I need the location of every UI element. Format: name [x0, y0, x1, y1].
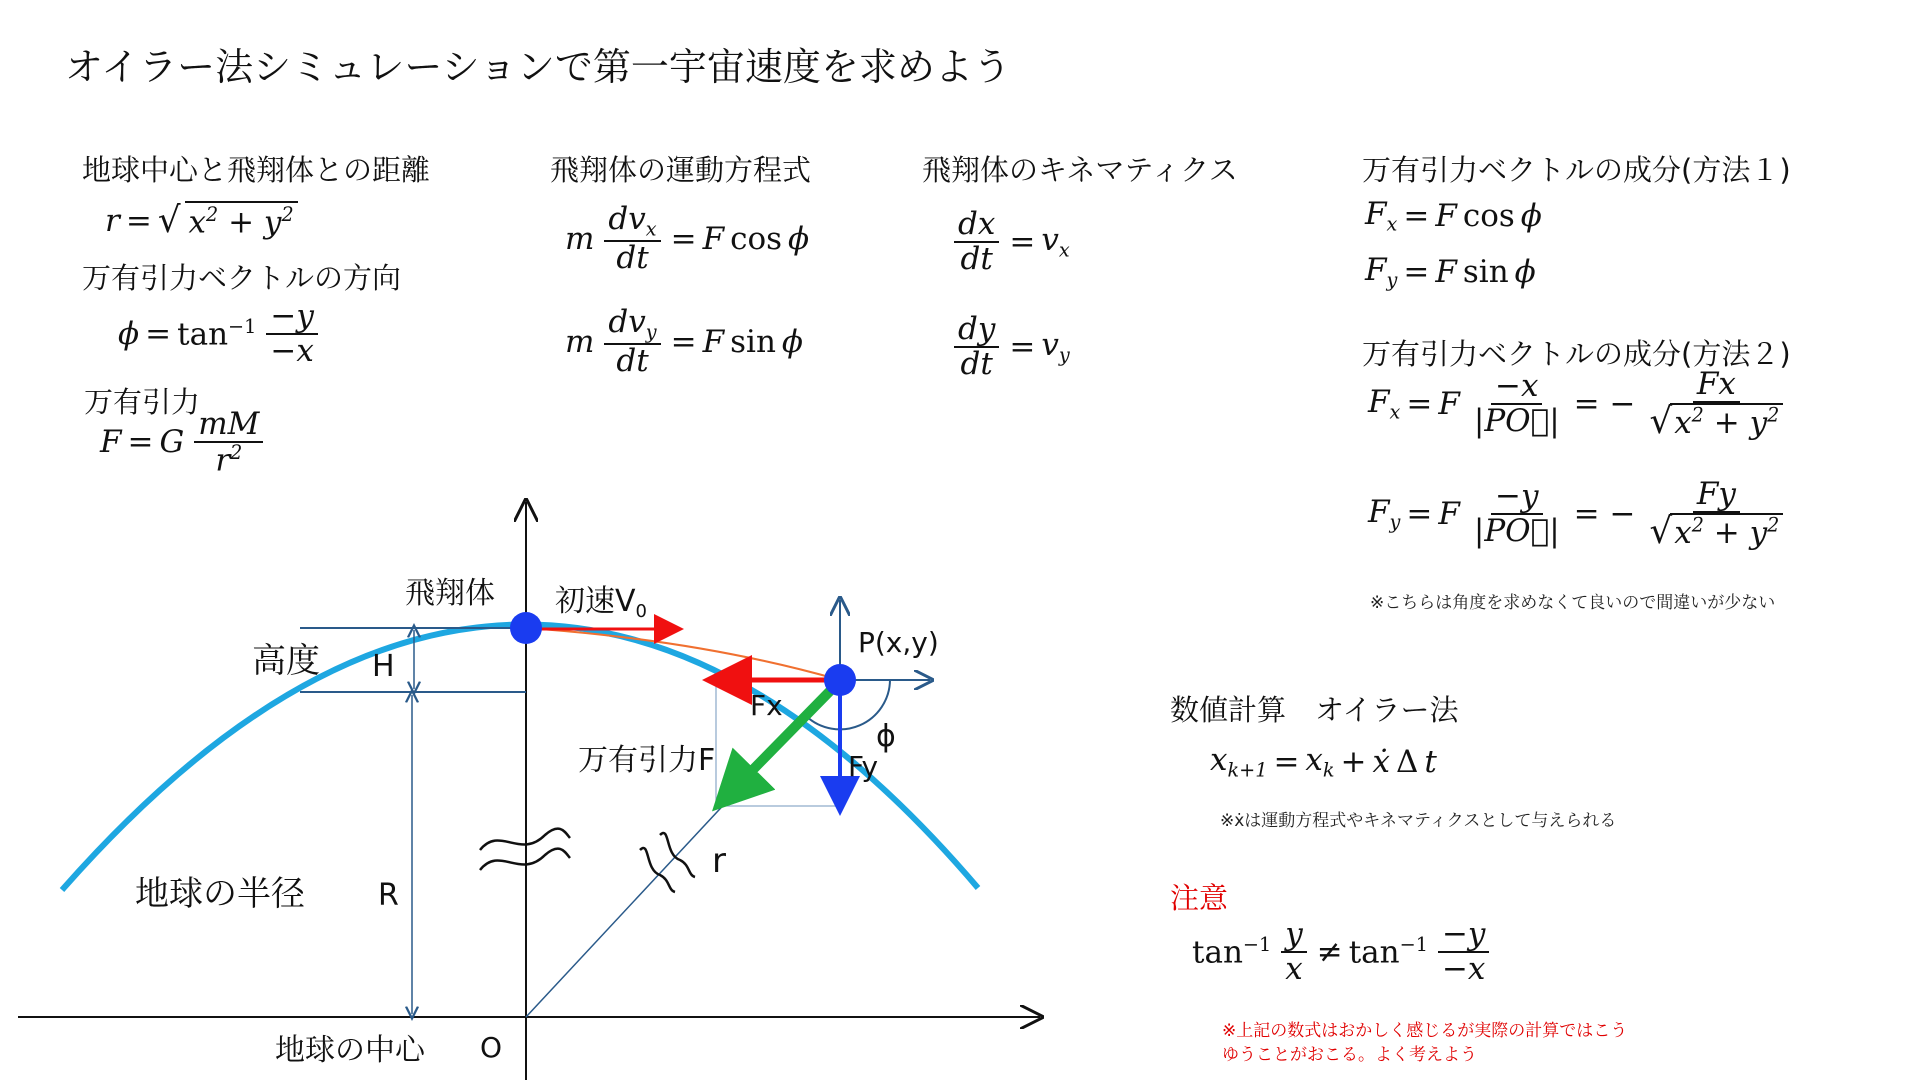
gravity-label: 万有引力F: [578, 743, 716, 778]
projectile-body: [510, 612, 542, 644]
gravity-formula: F = G $\frac{mM}{r^2}$: [100, 408, 267, 477]
point-p-label: P(x,y): [858, 626, 939, 659]
euler-note: ※ẋは運動方程式やキネマティクスとして与えられる: [1220, 811, 1617, 831]
projectile-label: 飛翔体: [405, 576, 495, 611]
distance-heading: 地球中心と飛翔体との距離: [82, 153, 431, 187]
eom-x-formula: m $\frac{dv_x}{dt}$ = F cos ϕ: [565, 201, 810, 276]
caution-note-line1: ※上記の数式はおかしく感じるが実際の計算ではこう: [1222, 1021, 1628, 1041]
radius-break-mark-1: [640, 848, 675, 892]
point-p-body: [824, 664, 856, 696]
caution-formula: $\tan^{-1}$ $\frac{y}{x}$ ≠ $\tan^{-1}$ $\frac{-y}{-x}$: [1192, 918, 1493, 985]
origin-label: O: [480, 1031, 503, 1064]
method2-fy-formula: $F_y$ = F $\frac{-y}{|PO⃗|}$ = − $\frac{Fy}{√x^2 + y^2}$: [1368, 478, 1791, 550]
euler-formula: $x_{k+1}$ = $x_k$ + ẋ Δ t: [1210, 742, 1437, 782]
caution-heading: 注意: [1170, 881, 1229, 915]
altitude-label: 高度: [252, 641, 320, 681]
method1-heading: 万有引力ベクトルの成分(方法１): [1362, 153, 1791, 187]
r-label: r: [712, 841, 726, 881]
earth-radius-label: 地球の半径: [135, 874, 305, 914]
direction-formula: ϕ = $\tan^{-1}$ $\frac{-y}{-x}$: [118, 300, 322, 367]
initial-velocity-label: 初速$V_0$: [555, 584, 647, 622]
fy-label: Fy: [848, 750, 879, 783]
kinematics-heading: 飛翔体のキネマティクス: [922, 153, 1238, 187]
phi-label: ϕ: [876, 719, 896, 754]
page-title: オイラー法シミュレーションで第一宇宙速度を求めよう: [65, 45, 1011, 89]
kinematics-x-formula: $\frac{dx}{dt}$ = $v_x$: [950, 208, 1070, 275]
caution-note-line2: ゆうことがおこる。よく考えよう: [1222, 1045, 1477, 1065]
method2-fx-formula: $F_x$ = F $\frac{-x}{|PO⃗|}$ = − $\frac{Fx}{√x^2 + y^2}$: [1368, 368, 1791, 440]
distance-formula: r = √ $x^2 + y^2$: [105, 200, 298, 241]
method2-note: ※こちらは角度を求めなくて良いので間違いが少ない: [1370, 593, 1776, 613]
kinematics-y-formula: $\frac{dy}{dt}$ = $v_y$: [950, 313, 1070, 380]
earth-center-label: 地球の中心: [275, 1033, 425, 1068]
radius-r-label: R: [378, 878, 399, 913]
method1-fy-formula: $F_y$ = F sin ϕ: [1365, 252, 1536, 292]
method1-fx-formula: $F_x$ = F cos ϕ: [1365, 196, 1542, 236]
gravity-heading: 万有引力: [84, 385, 201, 419]
eom-y-formula: m $\frac{dv_y}{dt}$ = F sin ϕ: [565, 304, 804, 379]
altitude-h-label: H: [372, 649, 395, 684]
euler-heading: 数値計算 オイラー法: [1170, 693, 1459, 727]
eom-heading: 飛翔体の運動方程式: [550, 153, 812, 187]
direction-heading: 万有引力ベクトルの方向: [82, 261, 402, 295]
fx-label: Fx: [750, 689, 783, 722]
method2-heading: 万有引力ベクトルの成分(方法２): [1362, 337, 1791, 371]
